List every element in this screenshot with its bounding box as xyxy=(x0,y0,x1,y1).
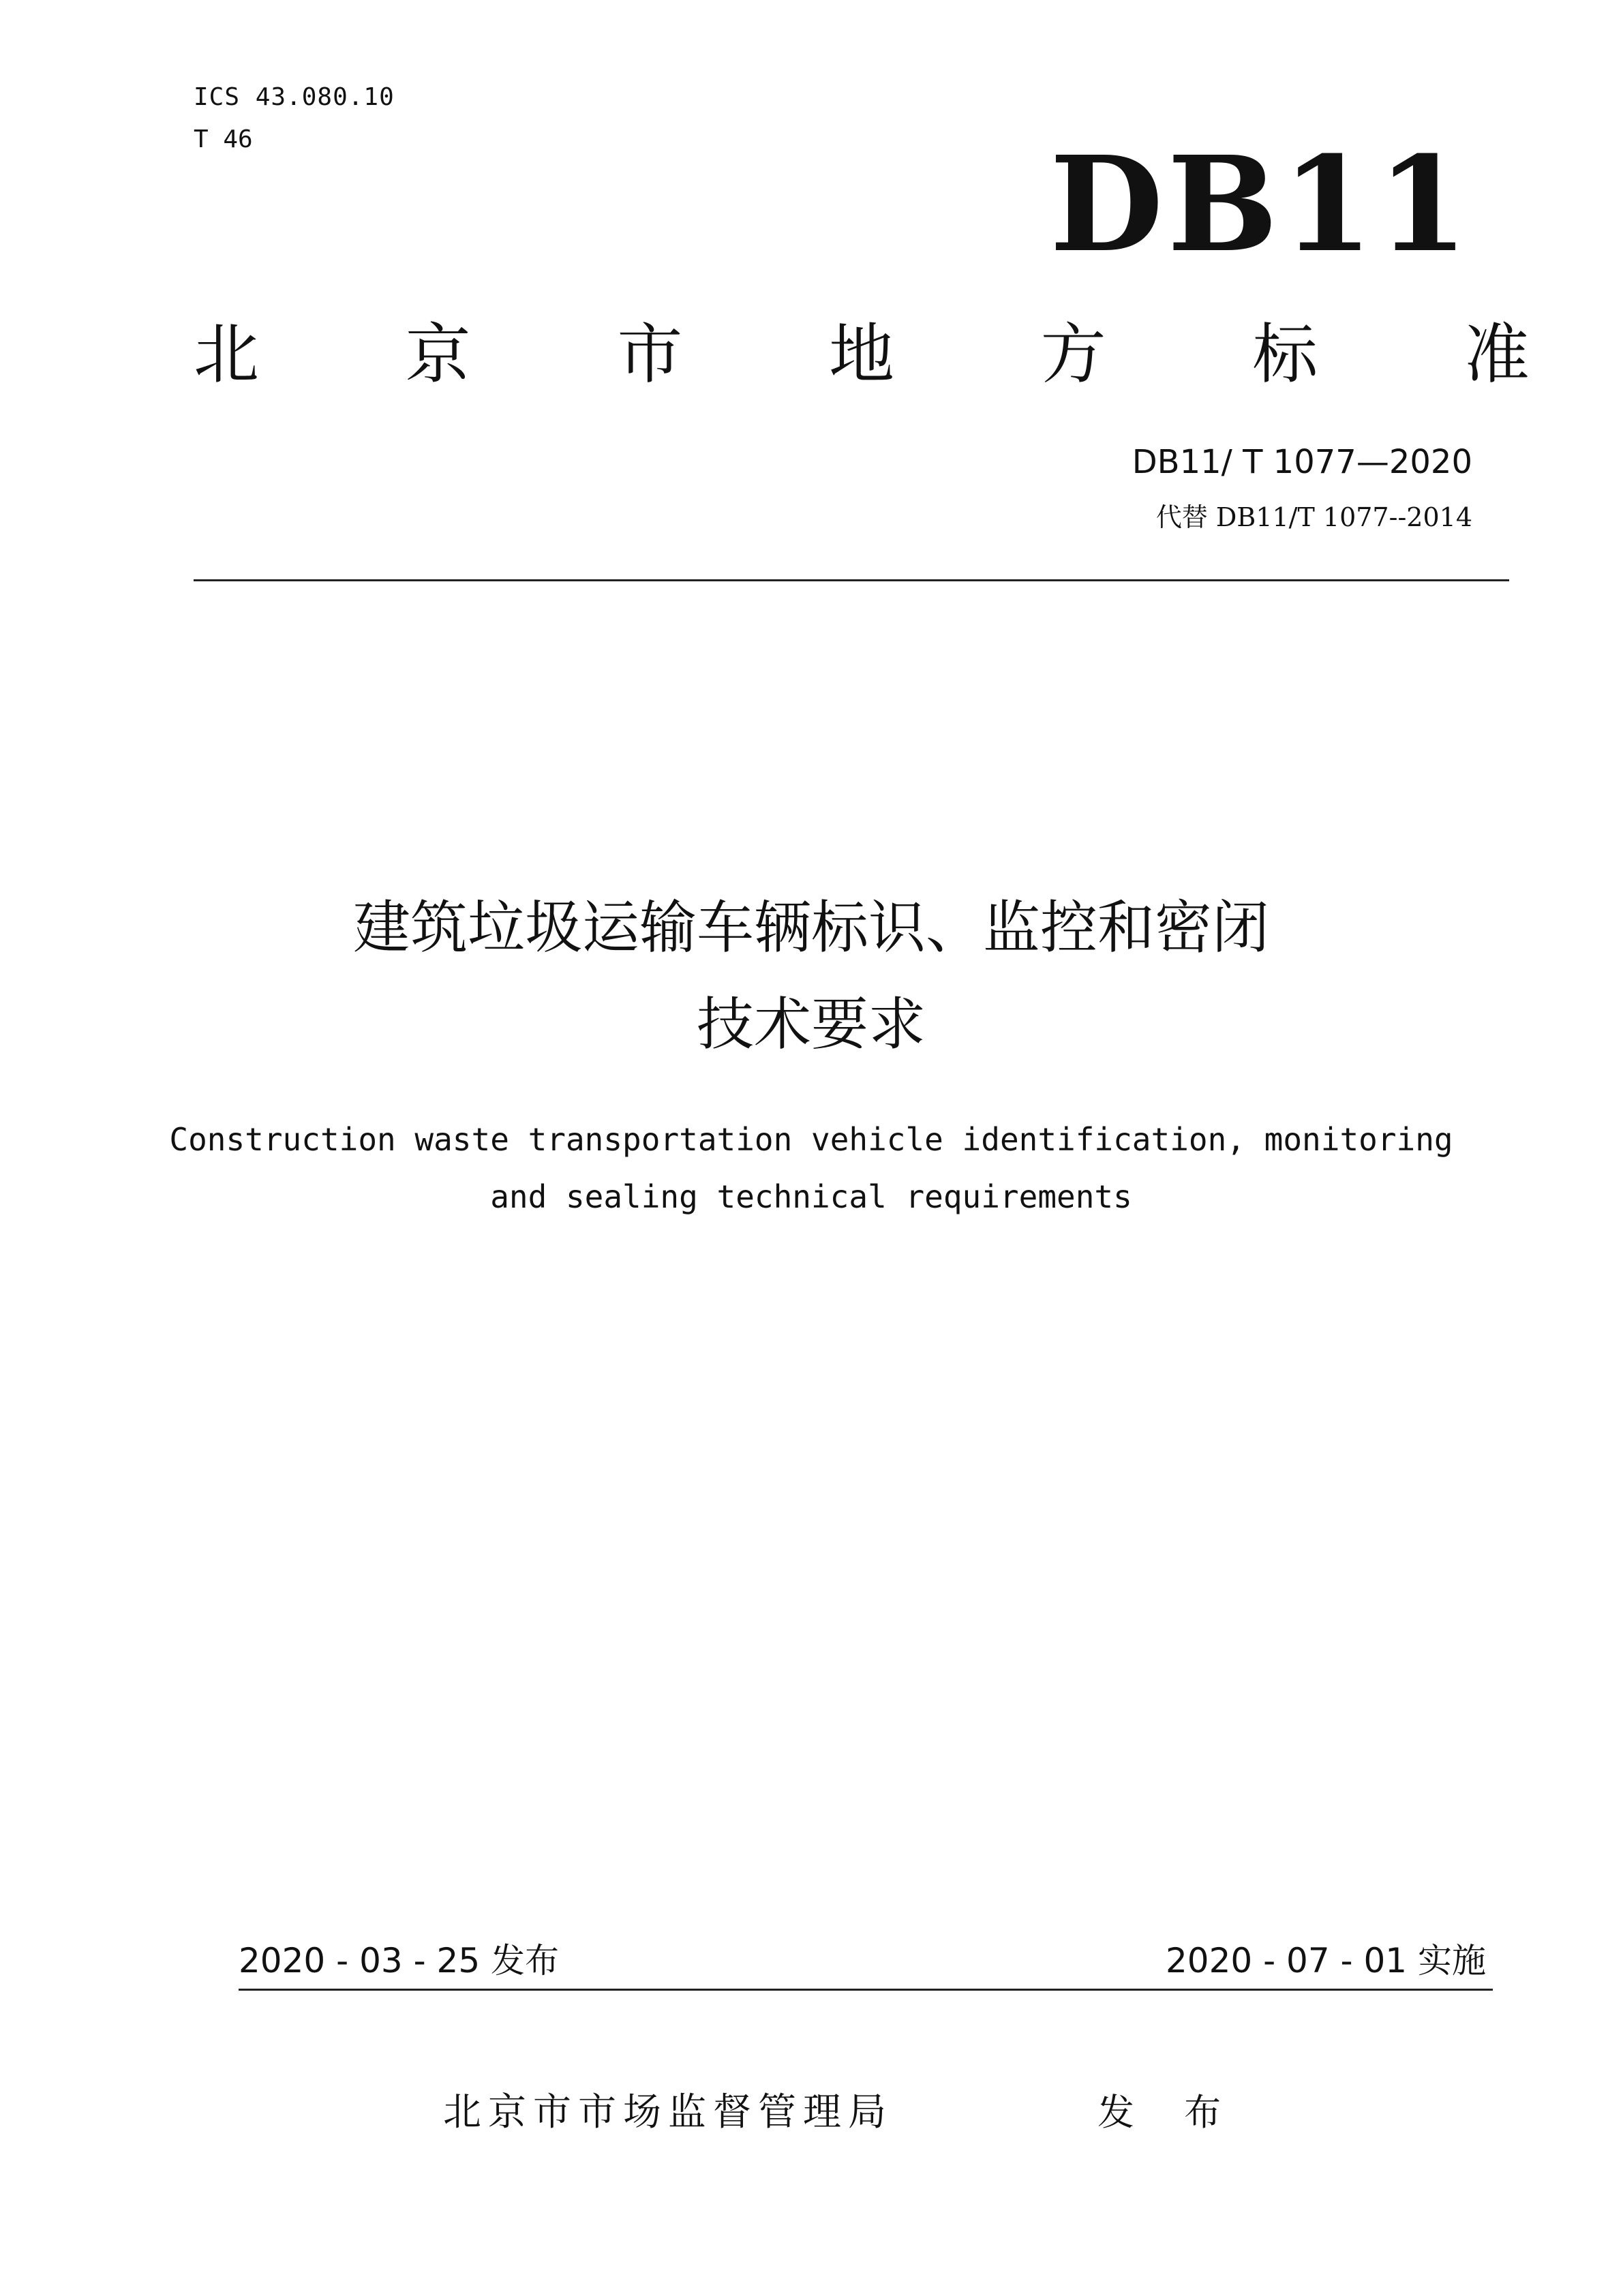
standard-number: DB11/ T 1077—2020 xyxy=(1132,443,1472,481)
issuing-authority: 北京市市场监督管理局 xyxy=(443,2090,893,2134)
standard-type-char: 准 xyxy=(1463,316,1530,393)
implementation-date: 2020 - 07 - 01 实施 xyxy=(1165,1941,1486,1980)
db11-logo: DB11 xyxy=(1050,128,1472,281)
issue-label: 发 布 xyxy=(1097,2091,1241,2134)
header-divider xyxy=(194,579,1509,581)
standard-type-char: 标 xyxy=(1252,316,1318,393)
date-divider xyxy=(239,1989,1493,1991)
standard-type-heading xyxy=(194,313,1530,395)
standard-type-char: 市 xyxy=(617,316,683,393)
english-title-line-2: and sealing technical requirements xyxy=(490,1178,1132,1215)
standard-type-char: 方 xyxy=(1040,316,1106,393)
english-title xyxy=(136,1111,1486,1225)
standard-type-char: 地 xyxy=(828,316,894,393)
chinese-title-line-2: 技术要求 xyxy=(696,991,926,1058)
english-title-line-1: Construction waste transportation vehicle identification, monitoring xyxy=(169,1121,1453,1158)
ics-code: ICS 43.080.10 xyxy=(194,83,395,111)
classification-code: T 46 xyxy=(194,125,253,153)
chinese-title-line-1: 建筑垃圾运输车辆标识、监控和密闭 xyxy=(352,894,1269,961)
standard-type-char: 京 xyxy=(405,316,471,393)
replaces-standard: 代替 DB11/T 1077--2014 xyxy=(1155,502,1472,532)
chinese-title xyxy=(136,879,1486,1073)
issue-date: 2020 - 03 - 25 发布 xyxy=(239,1941,560,1980)
standard-type-char: 北 xyxy=(194,316,259,393)
